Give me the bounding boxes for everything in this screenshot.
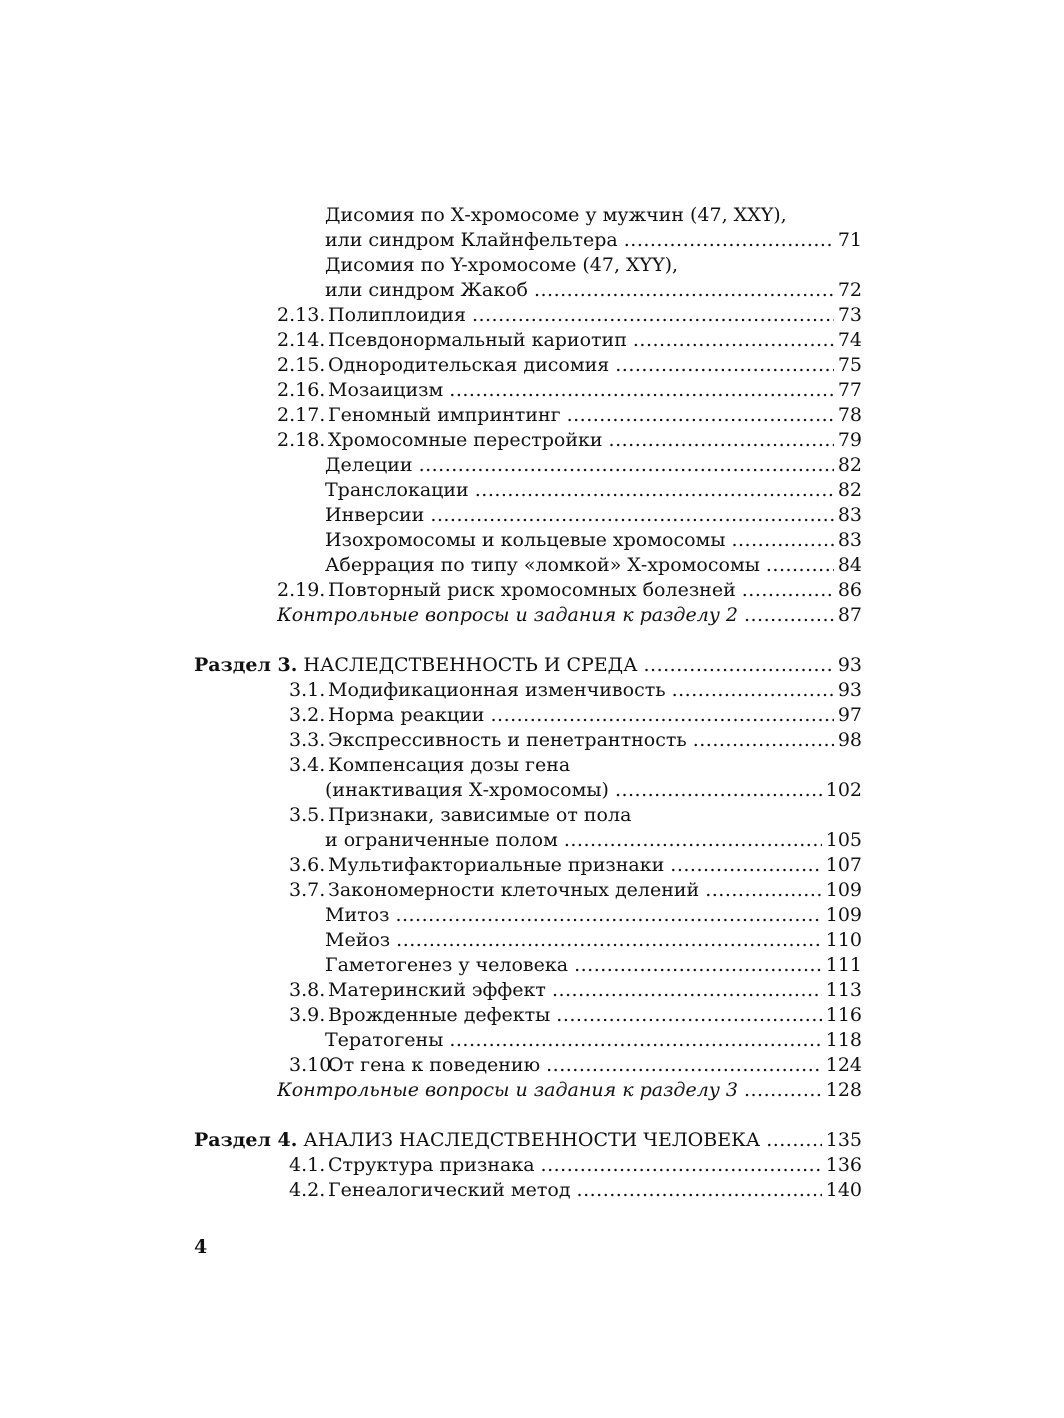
toc-entry-title: Мозаицизм xyxy=(328,379,444,401)
toc-entry-body xyxy=(277,1078,862,1103)
toc-page-number: 74 xyxy=(837,329,862,351)
toc-entry-title: или синдром Клайнфельтера xyxy=(325,229,618,251)
dot-leader xyxy=(475,478,834,503)
toc-entry-body xyxy=(325,228,862,253)
toc-entry-title: Мультифакториальные признаки xyxy=(328,854,665,876)
toc-page-number: 135 xyxy=(825,1129,862,1151)
dot-leader xyxy=(546,1053,822,1078)
toc-entry-body xyxy=(328,728,862,753)
dot-leader xyxy=(541,1153,822,1178)
dot-leader xyxy=(633,328,834,353)
toc-entry-questions xyxy=(0,603,1064,628)
toc-entry-title: Псевдонормальный кариотип xyxy=(328,329,627,351)
dot-leader xyxy=(609,428,834,453)
toc-entry-number: 3.3. xyxy=(289,729,326,751)
dot-leader xyxy=(744,603,834,628)
toc-entry-body xyxy=(325,953,862,978)
section-title: АНАЛИЗ НАСЛЕДСТВЕННОСТИ ЧЕЛОВЕКА xyxy=(303,1129,761,1151)
dot-leader xyxy=(419,453,834,478)
toc-entry-item3 xyxy=(0,1053,1064,1078)
toc-entry-title: (инактивация Х-хромосомы) xyxy=(325,779,609,801)
dot-leader xyxy=(705,878,822,903)
toc-page-number: 118 xyxy=(825,1029,862,1051)
toc-entry-item2 xyxy=(0,353,1064,378)
toc-entry-title: Врожденные дефекты xyxy=(328,1004,551,1026)
toc-entry-number: 3.6. xyxy=(289,854,326,876)
toc-page-number: 128 xyxy=(825,1079,862,1101)
toc-entry-item3 xyxy=(0,753,1064,778)
toc-entry-item2 xyxy=(0,578,1064,603)
toc-entry-sub xyxy=(0,478,1064,503)
toc-entry-item2 xyxy=(0,378,1064,403)
toc-entry-body xyxy=(325,1028,862,1053)
toc-page-number: 97 xyxy=(837,704,862,726)
toc-entry-number: 2.14. xyxy=(277,329,326,351)
dot-leader xyxy=(577,1178,822,1203)
toc-entry-title: и ограниченные полом xyxy=(325,829,558,851)
toc-entry-title: Признаки, зависимые от пола xyxy=(328,804,632,826)
toc-entry-number: 2.18. xyxy=(277,429,326,451)
toc-entry-number: 3.7. xyxy=(289,879,326,901)
dot-leader xyxy=(396,928,822,953)
toc-page-number: 82 xyxy=(837,454,862,476)
toc-page-number: 83 xyxy=(837,529,862,551)
toc-page-number: 84 xyxy=(837,554,862,576)
toc-entry-body xyxy=(325,528,862,553)
dot-leader xyxy=(556,1003,821,1028)
section-label: Раздел 4. xyxy=(194,1129,298,1151)
toc-entry-body xyxy=(328,1003,862,1028)
toc-page-number: 140 xyxy=(825,1179,862,1201)
toc-entry-body xyxy=(328,803,862,828)
dot-leader xyxy=(534,278,834,303)
toc-entry-item2 xyxy=(0,303,1064,328)
dot-leader xyxy=(567,403,834,428)
dot-leader xyxy=(615,353,834,378)
section-gap xyxy=(0,1103,1064,1128)
toc-entry-sub xyxy=(0,528,1064,553)
toc-entry-body xyxy=(328,878,862,903)
dot-leader xyxy=(395,903,821,928)
toc-entry-title: Компенсация дозы гена xyxy=(328,754,571,776)
section-label: Раздел 3. xyxy=(194,654,298,676)
toc-page-number: 93 xyxy=(837,654,862,676)
toc-page-number: 110 xyxy=(825,929,862,951)
toc-entry-body xyxy=(325,828,862,853)
toc-entry-title xyxy=(194,653,638,678)
toc-entry-body xyxy=(325,903,862,928)
toc-page-number: 111 xyxy=(825,954,862,976)
toc-entry-title: Митоз xyxy=(325,904,390,926)
toc-entry-title: Мейоз xyxy=(325,929,391,951)
toc-entry-body xyxy=(328,678,862,703)
toc-entry-item3 xyxy=(0,878,1064,903)
toc-entry-title: Закономерности клеточных делений xyxy=(328,879,700,901)
toc-entry-number: 3.1. xyxy=(289,679,326,701)
toc-entry-body xyxy=(328,1153,862,1178)
toc-entry-body xyxy=(325,503,862,528)
section-gap xyxy=(0,628,1064,653)
toc-page-number: 75 xyxy=(837,354,862,376)
toc-entry-title: Тератогены xyxy=(325,1029,444,1051)
toc-entry-sub xyxy=(0,203,1064,228)
toc-page-number: 82 xyxy=(837,479,862,501)
toc-entry-body xyxy=(328,978,862,1003)
toc-entry-item3 xyxy=(0,853,1064,878)
toc-entry-title: От гена к поведению xyxy=(328,1054,541,1076)
toc-page-number: 105 xyxy=(825,829,862,851)
toc-entry-title: Геномный импринтинг xyxy=(328,404,561,426)
toc-entry-body xyxy=(325,203,862,228)
toc-entry-body xyxy=(325,253,862,278)
toc-entry-title: или синдром Жакоб xyxy=(325,279,528,301)
toc-entry-title: Экспрессивность и пенетрантность xyxy=(328,729,687,751)
toc-entry-title: Дисомия по Х-хромосоме у мужчин (47, XXY), xyxy=(325,204,787,226)
dot-leader xyxy=(449,378,834,403)
toc-entry-title: Хромосомные перестройки xyxy=(328,429,603,451)
toc-entry-sub xyxy=(0,278,1064,303)
dot-leader xyxy=(693,728,834,753)
toc-page-number: 109 xyxy=(825,879,862,901)
toc-entry-sub xyxy=(0,953,1064,978)
toc-entry-body xyxy=(325,928,862,953)
toc-entry-title: Полиплоидия xyxy=(328,304,466,326)
dot-leader xyxy=(552,978,822,1003)
dot-leader xyxy=(449,1028,821,1053)
toc-entry-number: 3.8. xyxy=(289,979,326,1001)
toc-entry-title: Модификационная изменчивость xyxy=(328,679,666,701)
toc-entry-item3 xyxy=(0,678,1064,703)
dot-leader xyxy=(742,578,834,603)
dot-leader xyxy=(564,828,822,853)
toc-entry-number: 4.1. xyxy=(289,1154,326,1176)
toc-entry-title: Контрольные вопросы и задания к разделу 2 xyxy=(277,604,738,626)
toc-entry-sub xyxy=(0,778,1064,803)
toc-entry-sub xyxy=(0,828,1064,853)
toc-entry-title: Изохромосомы и кольцевые хромосомы xyxy=(325,529,726,551)
toc-entry-body xyxy=(328,303,862,328)
toc-entry-title: Материнский эффект xyxy=(328,979,546,1001)
toc-page-number: 102 xyxy=(825,779,862,801)
toc-entry-body xyxy=(328,1053,862,1078)
toc-page-number: 93 xyxy=(837,679,862,701)
toc-entry-title: Структура признака xyxy=(328,1154,535,1176)
toc-entry-body xyxy=(325,778,862,803)
toc-entry-body xyxy=(325,478,862,503)
toc-entry-item3 xyxy=(0,1153,1064,1178)
toc-entry-body xyxy=(325,553,862,578)
toc-entry-body xyxy=(328,753,862,778)
toc-entry-body xyxy=(277,603,862,628)
dot-leader xyxy=(766,1128,822,1153)
toc-entry-item3 xyxy=(0,1003,1064,1028)
dot-leader xyxy=(644,653,834,678)
toc-entry-number: 2.15. xyxy=(277,354,326,376)
toc-entry-body xyxy=(325,453,862,478)
toc-entry-body xyxy=(194,1128,862,1153)
toc-entry-body xyxy=(325,278,862,303)
toc-entry-number: 2.17. xyxy=(277,404,326,426)
toc-page-number: 136 xyxy=(825,1154,862,1176)
dot-leader xyxy=(766,553,834,578)
toc-page-number: 98 xyxy=(837,729,862,751)
toc-entry-body xyxy=(328,353,862,378)
toc-page-number: 86 xyxy=(837,579,862,601)
toc-page-number: 78 xyxy=(837,404,862,426)
toc-page-number: 124 xyxy=(825,1054,862,1076)
dot-leader xyxy=(615,778,822,803)
toc-page-number: 107 xyxy=(825,854,862,876)
toc-entry-sub xyxy=(0,1028,1064,1053)
toc-page-number: 73 xyxy=(837,304,862,326)
toc-entry-body xyxy=(328,403,862,428)
toc-entry-section xyxy=(0,1128,1064,1153)
toc-entry-body xyxy=(328,428,862,453)
toc-entry-number: 2.13. xyxy=(277,304,326,326)
toc-entry-number: 4.2. xyxy=(289,1179,326,1201)
toc-entry-title: Аберрация по типу «ломкой» Х-хромосомы xyxy=(325,554,760,576)
dot-leader xyxy=(670,853,821,878)
toc-entry-sub xyxy=(0,903,1064,928)
toc-entry-number: 3.4. xyxy=(289,754,326,776)
toc-entry-sub xyxy=(0,503,1064,528)
toc-entry-item2 xyxy=(0,403,1064,428)
toc-entry-item2 xyxy=(0,328,1064,353)
toc-entry-title: Дисомия по Y-хромосоме (47, XYY), xyxy=(325,254,679,276)
toc-entry-item3 xyxy=(0,728,1064,753)
dot-leader xyxy=(624,228,834,253)
dot-leader xyxy=(490,703,833,728)
toc-entry-item3 xyxy=(0,703,1064,728)
toc-entry-body xyxy=(328,703,862,728)
toc-page-number: 83 xyxy=(837,504,862,526)
toc-entry-body xyxy=(328,853,862,878)
toc-page-number: 72 xyxy=(837,279,862,301)
toc-page-number: 116 xyxy=(825,1004,862,1026)
toc-page-number: 113 xyxy=(825,979,862,1001)
toc-entry-title: Контрольные вопросы и задания к разделу 3 xyxy=(277,1079,738,1101)
dot-leader xyxy=(574,953,822,978)
toc-entry-title: Гаметогенез у человека xyxy=(325,954,569,976)
toc-entry-title: Инверсии xyxy=(325,504,425,526)
toc-entry-questions xyxy=(0,1078,1064,1103)
toc-entry-title: Делеции xyxy=(325,454,413,476)
toc-entry-body xyxy=(328,578,862,603)
toc-entry-number: 2.16. xyxy=(277,379,326,401)
toc-entry-title: Однородительская дисомия xyxy=(328,354,610,376)
dot-leader xyxy=(672,678,834,703)
page-number: 4 xyxy=(194,1236,208,1258)
toc-entry-number: 3.9. xyxy=(289,1004,326,1026)
toc-page-number: 77 xyxy=(837,379,862,401)
dot-leader xyxy=(430,503,834,528)
toc-entry-number: 3.2. xyxy=(289,704,326,726)
section-title: НАСЛЕДСТВЕННОСТЬ И СРЕДА xyxy=(303,654,638,676)
dot-leader xyxy=(731,528,833,553)
toc-entry-title xyxy=(194,1128,760,1153)
toc-entry-number: 3.10. xyxy=(289,1054,338,1076)
toc-entry-sub xyxy=(0,553,1064,578)
toc-entry-title: Транслокации xyxy=(325,479,469,501)
dot-leader xyxy=(472,303,834,328)
toc-page-number: 109 xyxy=(825,904,862,926)
toc-entry-body xyxy=(328,1178,862,1203)
toc-entry-item2 xyxy=(0,428,1064,453)
toc-entry-item3 xyxy=(0,978,1064,1003)
toc-entry-sub xyxy=(0,928,1064,953)
toc-entry-title: Повторный риск хромосомных болезней xyxy=(328,579,736,601)
toc-entry-number: 2.19. xyxy=(277,579,326,601)
toc-page-number: 87 xyxy=(837,604,862,626)
toc-entry-title: Генеалогический метод xyxy=(328,1179,571,1201)
toc-entry-sub xyxy=(0,253,1064,278)
dot-leader xyxy=(744,1078,822,1103)
toc-entry-body xyxy=(194,653,862,678)
toc-entry-title: Норма реакции xyxy=(328,704,485,726)
table-of-contents xyxy=(0,203,1064,1203)
toc-entry-item3 xyxy=(0,803,1064,828)
toc-entry-body xyxy=(328,328,862,353)
toc-entry-body xyxy=(328,378,862,403)
toc-entry-sub xyxy=(0,228,1064,253)
toc-page-number: 71 xyxy=(837,229,862,251)
toc-page-number: 79 xyxy=(837,429,862,451)
toc-entry-item3 xyxy=(0,1178,1064,1203)
toc-entry-sub xyxy=(0,453,1064,478)
toc-entry-section xyxy=(0,653,1064,678)
toc-entry-number: 3.5. xyxy=(289,804,326,826)
